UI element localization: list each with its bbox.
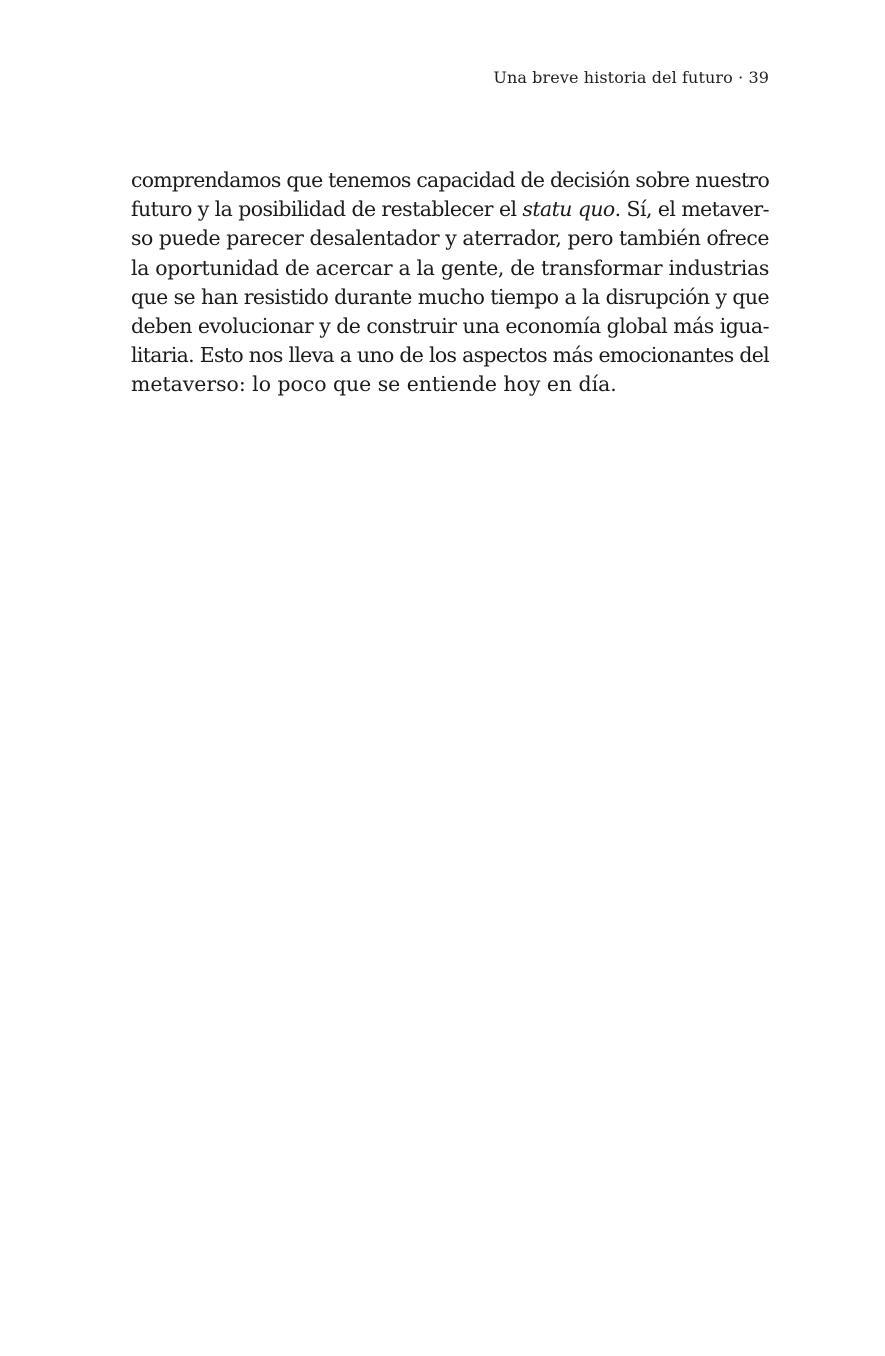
line-text: que se han resistido durante mucho tiempo a la disrupción y que [131,284,769,309]
paragraph-line [131,166,769,195]
line-text: futuro y la posibilidad de restablecer el [131,197,523,222]
line-text: . Sí, el metaver- [614,197,769,222]
line-text: metaverso: lo poco que se entiende hoy en día. [131,372,617,397]
paragraph-line [131,224,769,253]
paragraph-line-last [131,370,769,399]
line-text: la oportunidad de acercar a la gente, de transformar industrias [131,255,769,280]
paragraph-line [131,254,769,283]
body-paragraph [131,166,769,400]
header-separator: · [738,68,744,87]
line-text: comprendamos que tenemos capacidad de decisión sobre nuestro [131,168,769,192]
running-title: Una breve historia del futuro [493,68,733,87]
paragraph-line [131,283,769,312]
running-header [493,68,769,87]
line-text: so puede parecer desalentador y aterrador, pero también ofrece [131,226,769,251]
page-number: 39 [748,68,769,87]
line-text: litaria. Esto nos lleva a uno de los aspectos más emocionantes del [131,343,769,368]
paragraph-line [131,195,769,224]
line-text: deben evolucionar y de construir una economía global más igua- [131,313,769,338]
italic-phrase: statu quo [522,197,615,222]
paragraph-line [131,312,769,341]
paragraph-line [131,341,769,370]
